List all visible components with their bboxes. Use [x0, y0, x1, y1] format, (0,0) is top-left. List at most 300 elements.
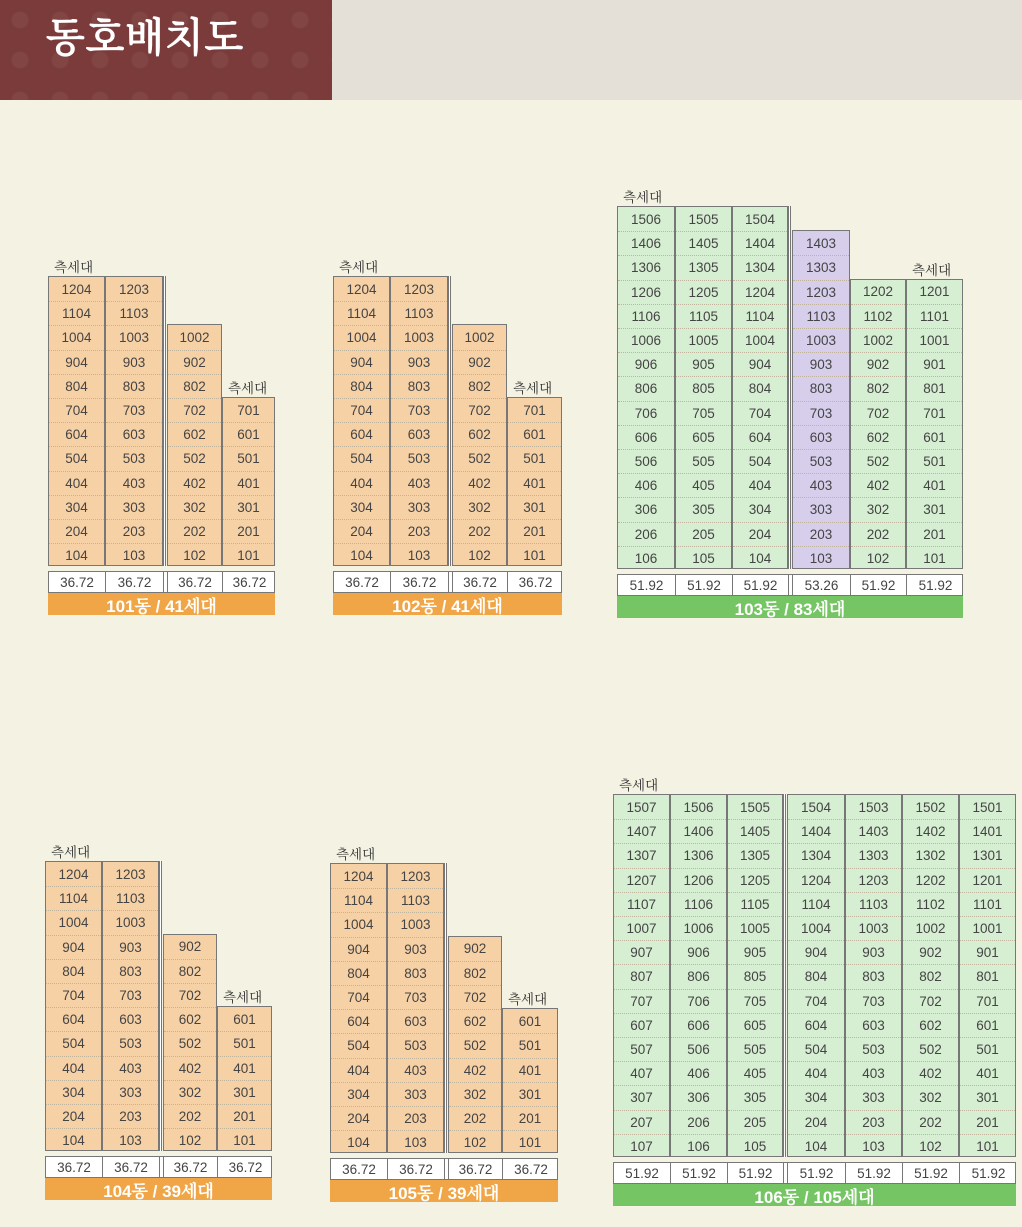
side-unit-label: 측세대: [54, 260, 94, 276]
side-unit-label: 측세대: [339, 260, 379, 276]
unit-cell: 103: [391, 543, 447, 567]
unit-cell: 304: [49, 495, 104, 519]
unit-cell: 1505: [739, 799, 771, 815]
unit-area-value: 51.92: [614, 1163, 671, 1183]
unit-cell: 1004: [733, 328, 787, 352]
unit-cell: 1103: [846, 892, 901, 916]
building-gap: [788, 206, 791, 569]
unit-cell: 302: [851, 497, 905, 521]
unit-cell: 605: [676, 425, 731, 449]
unit-column: [850, 279, 906, 569]
building-gap: [448, 276, 451, 566]
unit-cell: 1001: [907, 328, 962, 352]
unit-cell: 402: [453, 471, 506, 495]
unit-area-row: [613, 1162, 1016, 1184]
unit-cell: 1103: [391, 301, 447, 325]
unit-cell: 207: [614, 1110, 669, 1134]
unit-cell: 106: [671, 1134, 726, 1158]
unit-cell: 402: [164, 1056, 216, 1080]
unit-cell: 702: [168, 398, 221, 422]
unit-cell: 703: [793, 401, 849, 425]
unit-cell: 702: [903, 989, 958, 1013]
unit-cell: 1304: [733, 255, 787, 279]
unit-cell: 103: [106, 543, 162, 567]
unit-area-value: 36.72: [518, 574, 553, 590]
unit-cell: 903: [106, 350, 162, 374]
unit-cell: 1104: [733, 304, 787, 328]
unit-cell: 802: [164, 959, 216, 983]
unit-cell: 1404: [788, 819, 844, 843]
unit-area-value: 36.72: [449, 1159, 503, 1179]
unit-cell: 1106: [671, 892, 726, 916]
unit-cell: 101: [218, 1128, 271, 1152]
unit-cell: 904: [733, 352, 787, 376]
unit-cell: 704: [788, 989, 844, 1013]
unit-cell: 704: [331, 985, 386, 1009]
building-label: 102동 / 41세대: [333, 593, 562, 615]
unit-cell: 107: [614, 1134, 669, 1158]
unit-cell: 1002: [464, 329, 495, 345]
unit-cell: 1004: [788, 916, 844, 940]
unit-cell: 1104: [788, 892, 844, 916]
unit-cell: 1405: [728, 819, 782, 843]
unit-cell: 101: [508, 543, 561, 567]
unit-cell: 703: [391, 398, 447, 422]
unit-cell: 303: [388, 1082, 443, 1106]
unit-cell: 701: [523, 402, 546, 418]
unit-cell: 1202: [903, 868, 958, 892]
unit-cell: 1003: [103, 910, 158, 934]
unit-cell: 401: [508, 471, 561, 495]
unit-cell: 604: [334, 422, 389, 446]
unit-cell: 1104: [334, 301, 389, 325]
unit-cell: 906: [618, 352, 674, 376]
unit-cell: 907: [614, 940, 669, 964]
unit-cell: 806: [671, 964, 726, 988]
unit-cell: 403: [388, 1058, 443, 1082]
unit-cell: 103: [103, 1128, 158, 1152]
unit-cell: 503: [388, 1033, 443, 1057]
unit-cell: 1101: [960, 892, 1015, 916]
unit-cell: 1506: [630, 211, 662, 227]
unit-cell: 302: [168, 495, 221, 519]
unit-cell: 1203: [403, 281, 435, 297]
unit-cell: 1003: [106, 325, 162, 349]
unit-cell: 1204: [343, 868, 374, 884]
unit-cell: 601: [907, 425, 962, 449]
unit-area-value: 51.92: [788, 1163, 846, 1183]
unit-cell: 204: [733, 522, 787, 546]
unit-cell: 1104: [46, 886, 101, 910]
unit-cell: 1106: [618, 304, 674, 328]
unit-cell: 1003: [793, 328, 849, 352]
unit-cell: 706: [618, 401, 674, 425]
unit-cell: 803: [106, 374, 162, 398]
unit-cell: 802: [168, 374, 221, 398]
unit-cell: 401: [907, 473, 962, 497]
unit-cell: 601: [518, 1013, 542, 1029]
building-gap: [783, 794, 786, 1157]
unit-cell: 501: [960, 1037, 1015, 1061]
unit-cell: 701: [907, 401, 962, 425]
unit-area-value: 51.92: [918, 577, 953, 593]
title-box: [0, 0, 332, 100]
unit-cell: 301: [960, 1085, 1015, 1109]
unit-cell: 501: [223, 446, 274, 470]
unit-cell: 703: [846, 989, 901, 1013]
unit-cell: 601: [233, 1011, 256, 1027]
unit-cell: 105: [728, 1134, 782, 1158]
unit-cell: 406: [671, 1061, 726, 1085]
unit-column: [675, 206, 732, 569]
unit-area-value: 36.72: [331, 1159, 388, 1179]
unit-cell: 406: [618, 473, 674, 497]
unit-cell: 1105: [728, 892, 782, 916]
unit-cell: 1203: [118, 281, 150, 297]
unit-cell: 905: [676, 352, 731, 376]
unit-cell: 705: [676, 401, 731, 425]
unit-cell: 202: [851, 522, 905, 546]
unit-cell: 1405: [676, 231, 731, 255]
unit-cell: 1002: [851, 328, 905, 352]
unit-cell: 1305: [728, 843, 782, 867]
unit-area-value: 51.92: [676, 575, 733, 595]
unit-cell: 301: [218, 1080, 271, 1104]
unit-cell: 502: [453, 446, 506, 470]
unit-cell: 1003: [391, 325, 447, 349]
unit-column: [502, 1008, 558, 1153]
unit-column: [217, 1006, 272, 1151]
unit-cell: 402: [449, 1058, 501, 1082]
unit-cell: 307: [614, 1085, 669, 1109]
building-gap: [444, 863, 447, 1153]
unit-cell: 702: [453, 398, 506, 422]
unit-cell: 1102: [903, 892, 958, 916]
unit-cell: 1203: [793, 280, 849, 304]
unit-cell: 802: [851, 376, 905, 400]
unit-cell: 1203: [400, 868, 431, 884]
unit-area-value: 36.72: [334, 572, 391, 592]
unit-cell: 202: [168, 519, 221, 543]
unit-column: [670, 794, 727, 1157]
unit-cell: 1101: [907, 304, 962, 328]
unit-cell: 901: [960, 940, 1015, 964]
unit-cell: 201: [907, 522, 962, 546]
unit-cell: 203: [106, 519, 162, 543]
unit-cell: 1306: [671, 843, 726, 867]
unit-column: [45, 861, 102, 1151]
unit-cell: 905: [728, 940, 782, 964]
unit-cell: 202: [164, 1104, 216, 1128]
unit-cell: 306: [618, 497, 674, 521]
unit-cell: 203: [846, 1110, 901, 1134]
unit-cell: 203: [388, 1106, 443, 1130]
unit-column: [390, 276, 448, 566]
unit-cell: 206: [618, 522, 674, 546]
unit-cell: 1407: [614, 819, 669, 843]
unit-cell: 805: [676, 376, 731, 400]
unit-cell: 801: [907, 376, 962, 400]
unit-cell: 601: [223, 422, 274, 446]
unit-cell: 201: [503, 1106, 557, 1130]
unit-cell: 902: [178, 939, 202, 955]
unit-cell: 403: [793, 473, 849, 497]
unit-cell: 1306: [618, 255, 674, 279]
unit-cell: 502: [449, 1033, 501, 1057]
unit-area-value: 36.72: [164, 1157, 218, 1177]
unit-cell: 602: [168, 422, 221, 446]
unit-cell: 404: [46, 1056, 101, 1080]
unit-cell: 1403: [805, 235, 837, 251]
unit-cell: 1003: [846, 916, 901, 940]
unit-cell: 1305: [676, 255, 731, 279]
unit-cell: 1202: [862, 284, 894, 300]
unit-column: [727, 794, 783, 1157]
unit-cell: 1103: [793, 304, 849, 328]
unit-cell: 1005: [676, 328, 731, 352]
unit-cell: 404: [733, 473, 787, 497]
unit-area-value: 51.92: [618, 575, 676, 595]
unit-cell: 702: [449, 985, 501, 1009]
unit-cell: 906: [671, 940, 726, 964]
unit-column: [617, 206, 675, 569]
unit-cell: 1205: [676, 280, 731, 304]
unit-cell: 604: [46, 1007, 101, 1031]
unit-cell: 101: [503, 1130, 557, 1154]
unit-cell: 105: [676, 546, 731, 570]
unit-cell: 104: [49, 543, 104, 567]
unit-cell: 1004: [46, 910, 101, 934]
unit-area-value: 51.92: [903, 1163, 960, 1183]
unit-cell: 603: [106, 422, 162, 446]
unit-cell: 102: [851, 546, 905, 570]
unit-cell: 903: [391, 350, 447, 374]
unit-cell: 201: [960, 1110, 1015, 1134]
unit-area-row: [48, 571, 275, 593]
unit-cell: 504: [46, 1031, 101, 1055]
unit-cell: 101: [960, 1134, 1015, 1158]
unit-cell: 404: [334, 471, 389, 495]
unit-cell: 1402: [903, 819, 958, 843]
unit-column: [222, 397, 275, 566]
unit-cell: 1204: [61, 281, 92, 297]
unit-cell: 904: [46, 935, 101, 959]
unit-cell: 204: [334, 519, 389, 543]
building-label: 106동 / 105세대: [613, 1184, 1016, 1206]
unit-cell: 1103: [103, 886, 158, 910]
side-unit-label: 측세대: [51, 845, 91, 861]
unit-cell: 602: [903, 1013, 958, 1037]
side-unit-label: 측세대: [223, 990, 263, 1007]
unit-area-value: 53.26: [793, 575, 851, 595]
unit-column: [613, 794, 670, 1157]
unit-area-value: 36.72: [391, 572, 449, 592]
unit-cell: 604: [788, 1013, 844, 1037]
unit-column: [732, 206, 788, 569]
unit-cell: 301: [508, 495, 561, 519]
unit-cell: 903: [846, 940, 901, 964]
unit-cell: 704: [49, 398, 104, 422]
unit-cell: 802: [903, 964, 958, 988]
unit-column: [452, 324, 507, 566]
unit-cell: 301: [503, 1082, 557, 1106]
unit-cell: 405: [728, 1061, 782, 1085]
unit-cell: 407: [614, 1061, 669, 1085]
unit-cell: 902: [463, 941, 487, 957]
unit-cell: 1103: [106, 301, 162, 325]
unit-cell: 1406: [618, 231, 674, 255]
unit-cell: 502: [851, 449, 905, 473]
unit-cell: 1204: [346, 281, 377, 297]
building-label: 105동 / 39세대: [330, 1180, 558, 1202]
unit-cell: 901: [907, 352, 962, 376]
unit-area-row: [330, 1158, 558, 1180]
unit-cell: 1401: [960, 819, 1015, 843]
unit-cell: 803: [103, 959, 158, 983]
unit-cell: 404: [49, 471, 104, 495]
side-unit-label: 측세대: [228, 381, 268, 397]
unit-cell: 104: [788, 1134, 844, 1158]
unit-cell: 306: [671, 1085, 726, 1109]
unit-cell: 902: [168, 350, 221, 374]
unit-cell: 904: [331, 937, 386, 961]
unit-cell: 205: [728, 1110, 782, 1134]
unit-cell: 704: [46, 983, 101, 1007]
building-label: 104동 / 39세대: [45, 1178, 272, 1200]
unit-cell: 1001: [960, 916, 1015, 940]
unit-cell: 603: [388, 1009, 443, 1033]
unit-cell: 1104: [49, 301, 104, 325]
unit-cell: 205: [676, 522, 731, 546]
unit-cell: 302: [164, 1080, 216, 1104]
unit-cell: 101: [907, 546, 962, 570]
unit-cell: 1307: [614, 843, 669, 867]
unit-cell: 301: [223, 495, 274, 519]
unit-cell: 1506: [683, 799, 714, 815]
unit-cell: 602: [449, 1009, 501, 1033]
unit-cell: 1201: [960, 868, 1015, 892]
unit-column: [845, 794, 902, 1157]
unit-column: [902, 794, 959, 1157]
unit-cell: 505: [676, 449, 731, 473]
unit-column: [48, 276, 105, 566]
unit-cell: 304: [733, 497, 787, 521]
unit-cell: 102: [168, 543, 221, 567]
unit-cell: 101: [223, 543, 274, 567]
unit-cell: 606: [618, 425, 674, 449]
unit-cell: 1507: [626, 799, 657, 815]
unit-cell: 1204: [733, 280, 787, 304]
side-unit-label: 측세대: [912, 262, 952, 279]
unit-area-value: 51.92: [971, 1165, 1006, 1181]
unit-cell: 703: [103, 983, 158, 1007]
unit-cell: 305: [676, 497, 731, 521]
unit-cell: 301: [907, 497, 962, 521]
unit-cell: 1002: [179, 329, 210, 345]
building-gap: [159, 861, 162, 1151]
unit-cell: 402: [903, 1061, 958, 1085]
unit-cell: 604: [733, 425, 787, 449]
unit-area-value: 36.72: [49, 572, 106, 592]
unit-cell: 204: [331, 1106, 386, 1130]
unit-cell: 201: [508, 519, 561, 543]
unit-cell: 106: [618, 546, 674, 570]
unit-cell: 1203: [115, 866, 146, 882]
unit-cell: 401: [218, 1056, 271, 1080]
unit-cell: 404: [331, 1058, 386, 1082]
side-unit-label: 측세대: [619, 778, 659, 794]
unit-cell: 104: [733, 546, 787, 570]
unit-column: [167, 324, 222, 566]
unit-cell: 206: [671, 1110, 726, 1134]
unit-cell: 501: [218, 1031, 271, 1055]
unit-area-value: 36.72: [168, 572, 223, 592]
unit-cell: 904: [49, 350, 104, 374]
unit-area-value: 36.72: [106, 572, 164, 592]
unit-cell: 1403: [846, 819, 901, 843]
unit-cell: 707: [614, 989, 669, 1013]
unit-cell: 204: [49, 519, 104, 543]
unit-cell: 203: [793, 522, 849, 546]
unit-cell: 302: [449, 1082, 501, 1106]
unit-cell: 405: [676, 473, 731, 497]
unit-cell: 1107: [614, 892, 669, 916]
unit-cell: 703: [106, 398, 162, 422]
unit-cell: 403: [103, 1056, 158, 1080]
unit-cell: 802: [449, 961, 501, 985]
unit-cell: 607: [614, 1013, 669, 1037]
unit-cell: 804: [334, 374, 389, 398]
unit-cell: 503: [793, 449, 849, 473]
side-unit-label: 측세대: [508, 992, 548, 1009]
unit-cell: 103: [846, 1134, 901, 1158]
unit-cell: 103: [388, 1130, 443, 1154]
unit-cell: 1505: [688, 211, 719, 227]
unit-cell: 605: [728, 1013, 782, 1037]
unit-cell: 304: [46, 1080, 101, 1104]
unit-cell: 1003: [388, 912, 443, 936]
unit-cell: 404: [788, 1061, 844, 1085]
unit-cell: 1006: [671, 916, 726, 940]
unit-cell: 1007: [614, 916, 669, 940]
unit-cell: 102: [903, 1134, 958, 1158]
side-unit-label: 측세대: [623, 190, 663, 206]
unit-cell: 805: [728, 964, 782, 988]
unit-cell: 102: [453, 543, 506, 567]
unit-area-value: 51.92: [728, 1163, 784, 1183]
unit-area-value: 36.72: [46, 1157, 103, 1177]
unit-cell: 401: [503, 1058, 557, 1082]
unit-cell: 305: [728, 1085, 782, 1109]
unit-cell: 1207: [614, 868, 669, 892]
unit-cell: 902: [453, 350, 506, 374]
unit-cell: 603: [846, 1013, 901, 1037]
unit-cell: 203: [391, 519, 447, 543]
unit-cell: 303: [103, 1080, 158, 1104]
unit-cell: 1105: [676, 304, 731, 328]
unit-cell: 1204: [58, 866, 89, 882]
unit-cell: 506: [671, 1037, 726, 1061]
unit-cell: 1501: [972, 799, 1003, 815]
unit-cell: 504: [334, 446, 389, 470]
unit-cell: 104: [334, 543, 389, 567]
unit-cell: 1006: [618, 328, 674, 352]
unit-cell: 504: [331, 1033, 386, 1057]
unit-cell: 502: [903, 1037, 958, 1061]
unit-cell: 603: [793, 425, 849, 449]
unit-cell: 1204: [788, 868, 844, 892]
unit-cell: 807: [614, 964, 669, 988]
